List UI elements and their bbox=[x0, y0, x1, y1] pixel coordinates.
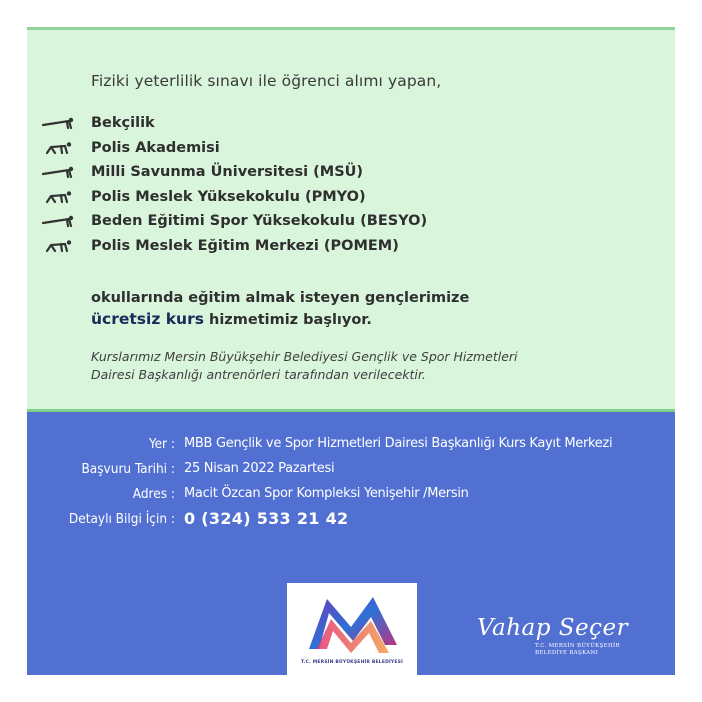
note-line-1: Kurslarımız Mersin Büyükşehir Belediyesi Gençlik ve Spor Hizmetleri bbox=[91, 349, 518, 364]
info-key: Başvuru Tarihi : bbox=[81, 461, 175, 477]
pushup-icon bbox=[41, 165, 77, 179]
school-label: Polis Meslek Eğitim Merkezi (POMEM) bbox=[91, 237, 399, 254]
paragraph-line-2-rest: hizmetimiz başlıyor. bbox=[203, 312, 372, 328]
school-label: Polis Akademisi bbox=[91, 139, 220, 156]
school-label: Beden Eğitimi Spor Yüksekokulu (BESYO) bbox=[91, 213, 428, 230]
list-item bbox=[41, 185, 427, 210]
pushup-icon bbox=[41, 214, 77, 228]
list-item bbox=[41, 136, 427, 161]
info-value: Macit Özcan Spor Kompleksi Yenişehir /Mersin bbox=[184, 486, 469, 501]
free-course-highlight: ücretsiz kurs bbox=[91, 310, 204, 328]
school-label: Polis Meslek Yüksekokulu (PMYO) bbox=[91, 188, 366, 205]
sprinter-start-icon bbox=[41, 141, 77, 155]
info-row-date bbox=[27, 461, 675, 485]
info-value: 25 Nisan 2022 Pazartesi bbox=[184, 461, 335, 476]
announcement-paragraph bbox=[91, 288, 469, 331]
instructor-note bbox=[91, 348, 518, 384]
list-item bbox=[41, 234, 427, 259]
mayor-title-line-1: T.C. MERSİN BÜYÜKŞEHİR bbox=[535, 643, 620, 649]
info-row-address bbox=[27, 486, 675, 510]
sprinter-start-icon bbox=[41, 190, 77, 204]
poster bbox=[27, 27, 675, 675]
school-label: Bekçilik bbox=[91, 115, 155, 132]
sprinter-start-icon bbox=[41, 239, 77, 253]
info-key: Yer : bbox=[148, 436, 175, 452]
logo-text: T.C. MERSİN BÜYÜKŞEHİR BELEDİYESİ bbox=[301, 660, 403, 665]
list-item bbox=[41, 111, 427, 136]
info-row-location bbox=[27, 436, 675, 460]
school-list bbox=[41, 111, 427, 258]
intro-text: Fiziki yeterlilik sınavı ile öğrenci alımı yapan, bbox=[91, 72, 442, 90]
paragraph-line-1: okullarında eğitim almak isteyen gençlerimize bbox=[91, 290, 470, 306]
paragraph-line-2 bbox=[91, 309, 469, 331]
list-item bbox=[41, 160, 427, 185]
info-value: MBB Gençlik ve Spor Hizmetleri Dairesi Başkanlığı Kurs Kayıt Merkezi bbox=[184, 436, 613, 451]
pushup-icon bbox=[41, 116, 77, 130]
mayor-signature: Vahap Seçer bbox=[477, 615, 629, 641]
phone-number: 0 (324) 533 21 42 bbox=[184, 509, 349, 528]
info-key: Adres : bbox=[132, 486, 175, 502]
mayor-title-line-2: BELEDİYE BAŞKANI bbox=[535, 650, 599, 656]
list-item bbox=[41, 209, 427, 234]
municipality-logo bbox=[287, 583, 417, 675]
mayor-title bbox=[535, 643, 620, 657]
top-panel bbox=[27, 27, 675, 409]
info-key: Detaylı Bilgi İçin : bbox=[68, 511, 175, 527]
municipality-logo-icon bbox=[287, 583, 417, 663]
note-line-2: Dairesi Başkanlığı antrenörleri tarafından verilecektir. bbox=[91, 367, 426, 382]
info-row-phone bbox=[27, 511, 675, 535]
school-label: Milli Savunma Üniversitesi (MSÜ) bbox=[91, 164, 364, 181]
